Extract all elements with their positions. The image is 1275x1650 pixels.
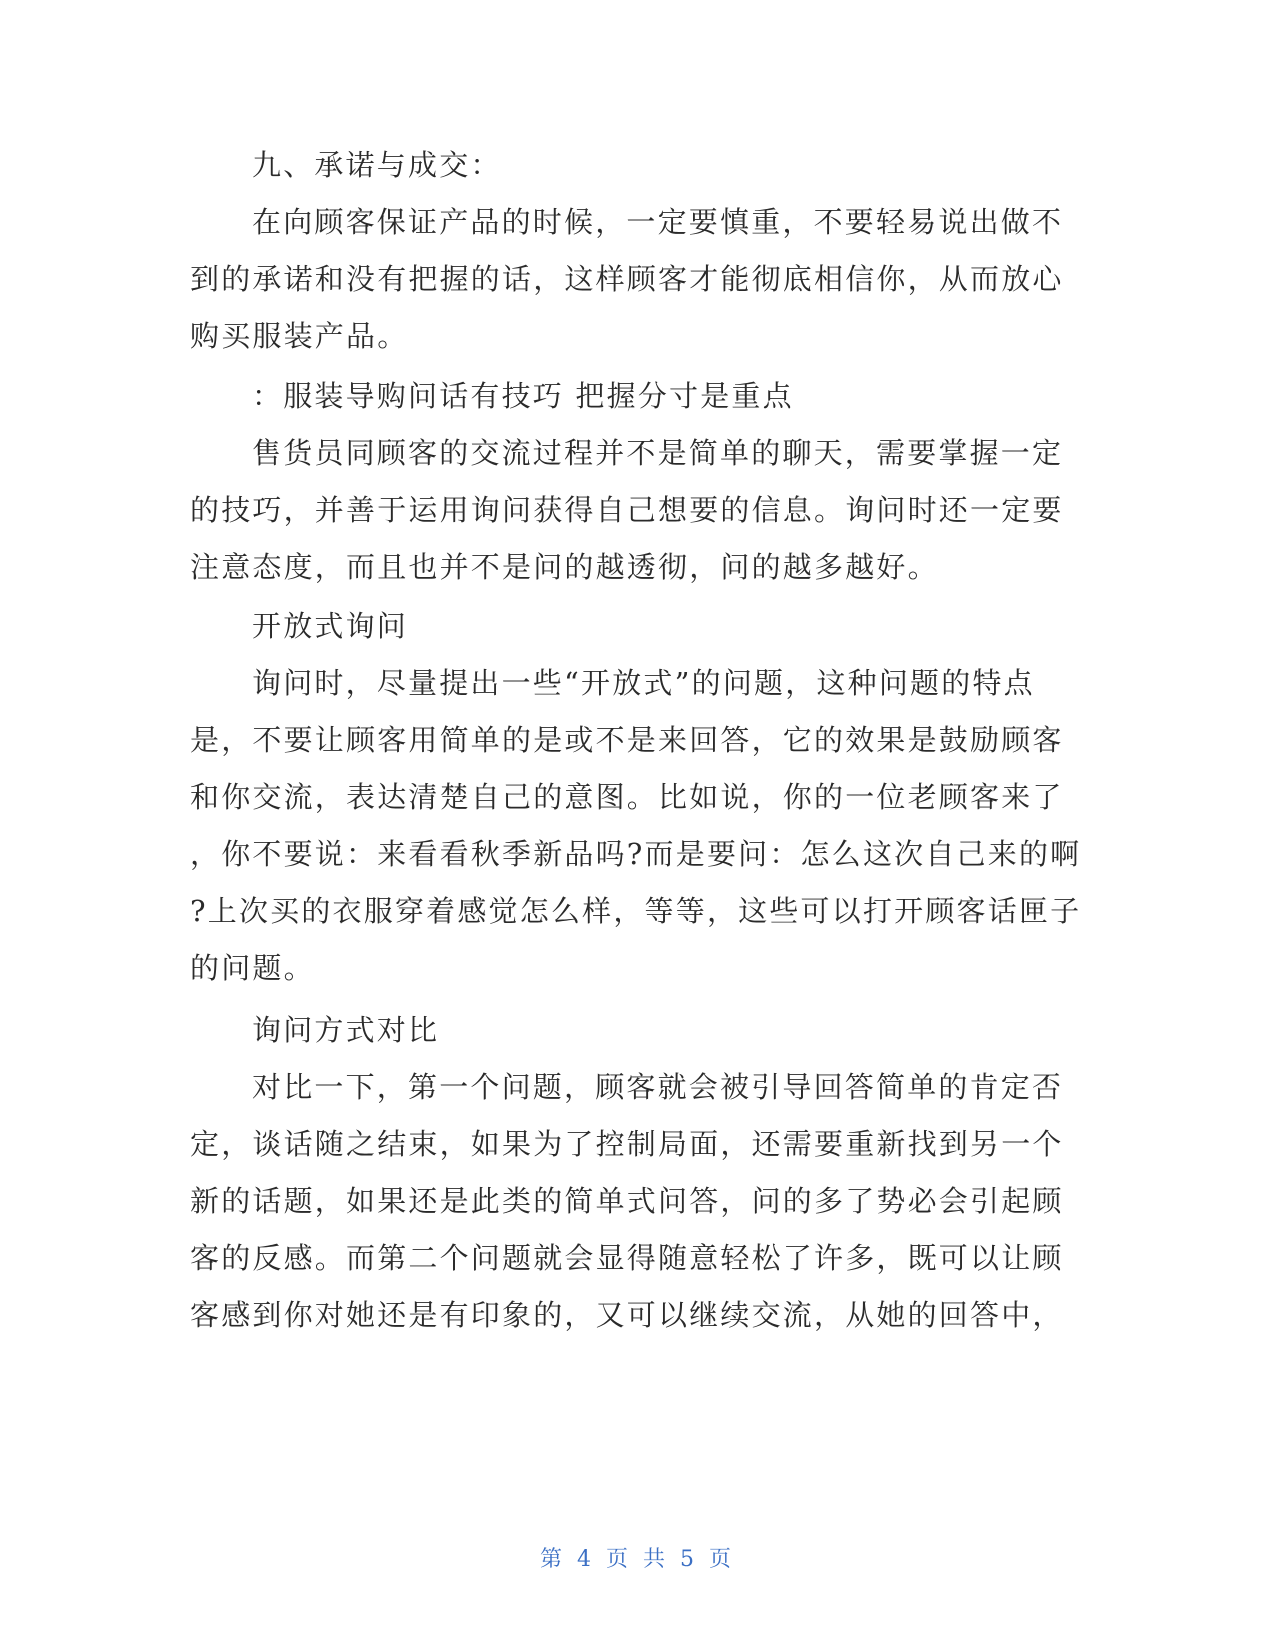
paragraph-line: 到的承诺和没有把握的话，这样顾客才能彻底相信你，从而放心 xyxy=(190,262,1064,296)
paragraph-line: 对比一下，第一个问题，顾客就会被引导回答简单的肯定否 xyxy=(252,1070,1064,1104)
paragraph-line: 在向顾客保证产品的时候，一定要慎重，不要轻易说出做不 xyxy=(252,205,1064,239)
paragraph-line: 定，谈话随之结束，如果为了控制局面，还需要重新找到另一个 xyxy=(190,1127,1064,1161)
paragraph-line: 的问题。 xyxy=(190,951,315,985)
paragraph-line: 客的反感。而第二个问题就会显得随意轻松了许多，既可以让顾 xyxy=(190,1241,1064,1275)
paragraph-line: 客感到你对她还是有印象的，又可以继续交流，从她的回答中， xyxy=(190,1298,1064,1332)
paragraph-line: ，你不要说：来看看秋季新品吗?而是要问：怎么这次自己来的啊 xyxy=(190,837,1082,871)
paragraph-line: ?上次买的衣服穿着感觉怎么样，等等，这些可以打开顾客话匣子 xyxy=(190,894,1082,928)
paragraph-line: 新的话题，如果还是此类的简单式问答，问的多了势必会引起顾 xyxy=(190,1184,1064,1218)
paragraph-line: 注意态度，而且也并不是问的越透彻，问的越多越好。 xyxy=(190,550,939,584)
paragraph-line: 和你交流，表达清楚自己的意图。比如说，你的一位老顾客来了 xyxy=(190,780,1064,814)
section-heading-commitment: 九、承诺与成交： xyxy=(252,148,502,182)
page-number-footer: 第 4 页 共 5 页 xyxy=(540,1547,735,1572)
paragraph-line: 的技巧，并善于运用询问获得自己想要的信息。询问时还一定要 xyxy=(190,493,1064,527)
paragraph-line: 询问时，尽量提出一些“开放式”的问题，这种问题的特点 xyxy=(252,666,1035,700)
paragraph-line: 购买服装产品。 xyxy=(190,319,409,353)
paragraph-line: 售货员同顾客的交流过程并不是简单的聊天，需要掌握一定 xyxy=(252,436,1064,470)
section-heading-comparison: 询问方式对比 xyxy=(252,1013,440,1047)
section-heading-open-question: 开放式询问 xyxy=(252,609,409,643)
article-title: ：服装导购问话有技巧 把握分寸是重点 xyxy=(252,379,794,413)
paragraph-line: 是，不要让顾客用简单的是或不是来回答，它的效果是鼓励顾客 xyxy=(190,723,1064,757)
